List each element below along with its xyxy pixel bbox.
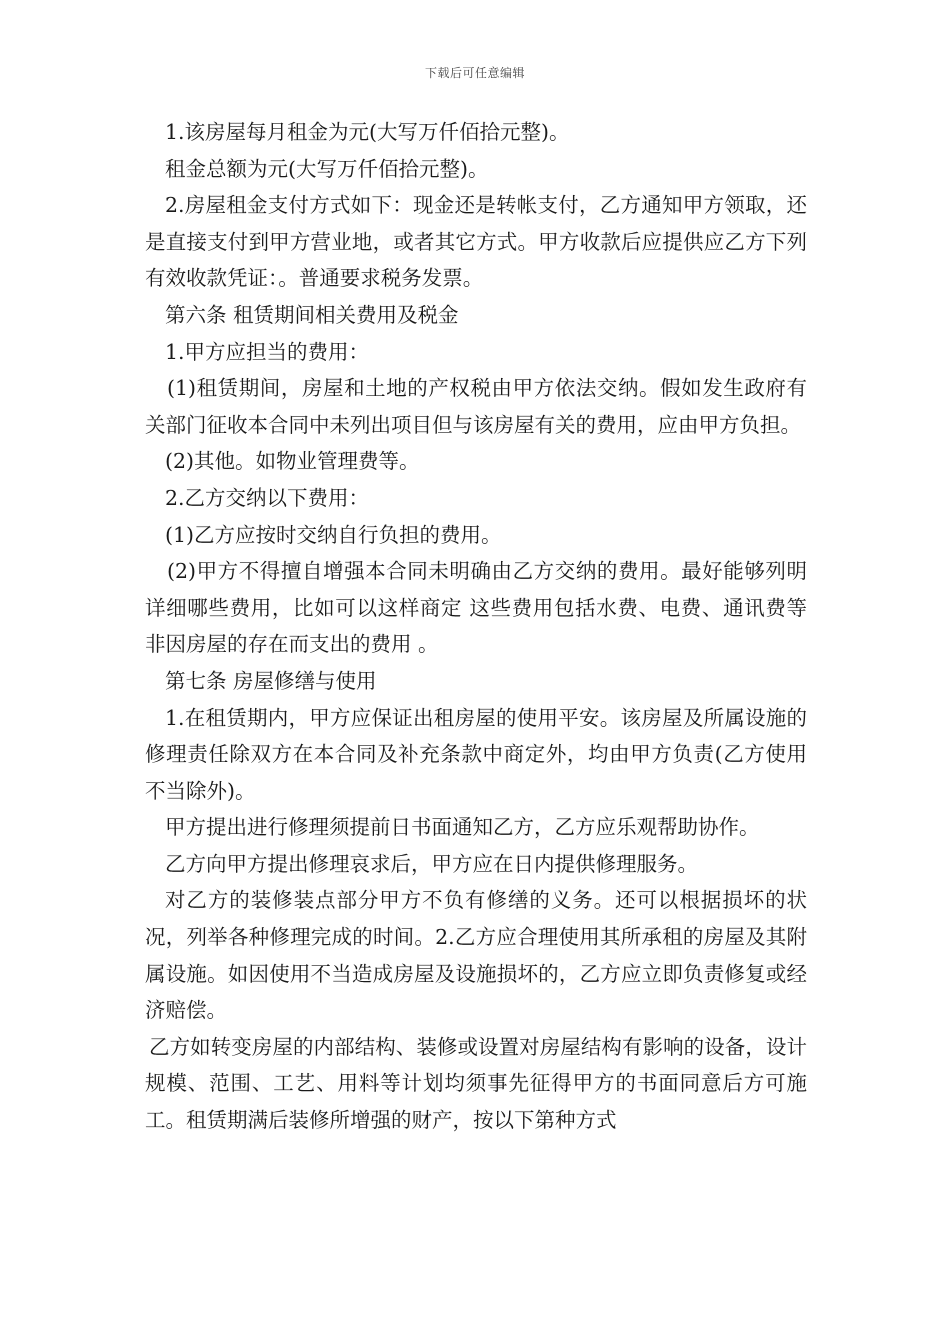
article-seven-heading: 第七条 房屋修缮与使用	[165, 668, 377, 693]
paragraph-other-fees: (2)其他。如物业管理费等。	[165, 449, 420, 474]
paragraph-repair-request: 乙方向甲方提出修理哀求后，甲方应在日内提供修理服务。	[165, 851, 698, 876]
paragraph-total-rent: 租金总额为元(大写万仟佰拾元整)。	[165, 156, 489, 181]
paragraph-monthly-rent: 1.该房屋每月租金为元(大写万仟佰拾元整)。	[165, 120, 570, 144]
paragraph-party-b-own-fees: (1)乙方应按时交纳自行负担的费用。	[165, 522, 502, 547]
paragraph-property-tax: (1)租赁期间，房屋和土地的产权税由甲方依法交纳。假如发生政府有关部门征收本合同中未列出项目但与该房屋有关的费用，应由甲方负担。	[145, 376, 807, 437]
paragraph-party-a-fees: 1.甲方应担当的费用：	[165, 339, 370, 364]
document-body	[145, 114, 807, 1139]
page-header: 下载后可任意编辑	[424, 66, 525, 80]
paragraph-no-extra-fees: (2)甲方不得擅自增强本合同未明确由乙方交纳的费用。最好能够列明详细哪些费用，比如可以这样商定 这些费用包括水费、电费、通讯费等非因房屋的存在而支出的费用 。	[145, 559, 807, 657]
paragraph-safety-repairs: 1.在租赁期内，甲方应保证出租房屋的使用平安。该房屋及所属设施的修理责任除双方在本合同及补充条款中商定外，均由甲方负责(乙方使用不当除外)。	[145, 705, 807, 803]
paragraph-decoration-repairs: 对乙方的装修装点部分甲方不负有修缮的义务。还可以根据损坏的状况，列举各种修理完成的时间。2.乙方应合理使用其所承租的房屋及其附属设施。如因使用不当造成房屋及设施损坏的，乙方应立即负责修复或经济赔偿。	[145, 888, 807, 1023]
paragraph-payment-method: 2.房屋租金支付方式如下：现金还是转帐支付，乙方通知甲方领取，还是直接支付到甲方营业地，或者其它方式。甲方收款后应提供应乙方下列有效收款凭证：。普通要求税务发票。	[145, 193, 807, 291]
paragraph-party-b-fees: 2.乙方交纳以下费用：	[165, 485, 370, 510]
paragraph-repair-notice: 甲方提出进行修理须提前日书面通知乙方，乙方应乐观帮助协作。	[165, 815, 760, 840]
article-six-heading: 第六条 租赁期间相关费用及税金	[165, 302, 459, 327]
paragraph-structure-changes: 乙方如转变房屋的内部结构、装修或设置对房屋结构有影响的设备，设计规模、范围、工艺、用料等计划均须事先征得甲方的书面同意后方可施工。租赁期满后装修所增强的财产，按以下第种方式	[145, 1034, 807, 1133]
